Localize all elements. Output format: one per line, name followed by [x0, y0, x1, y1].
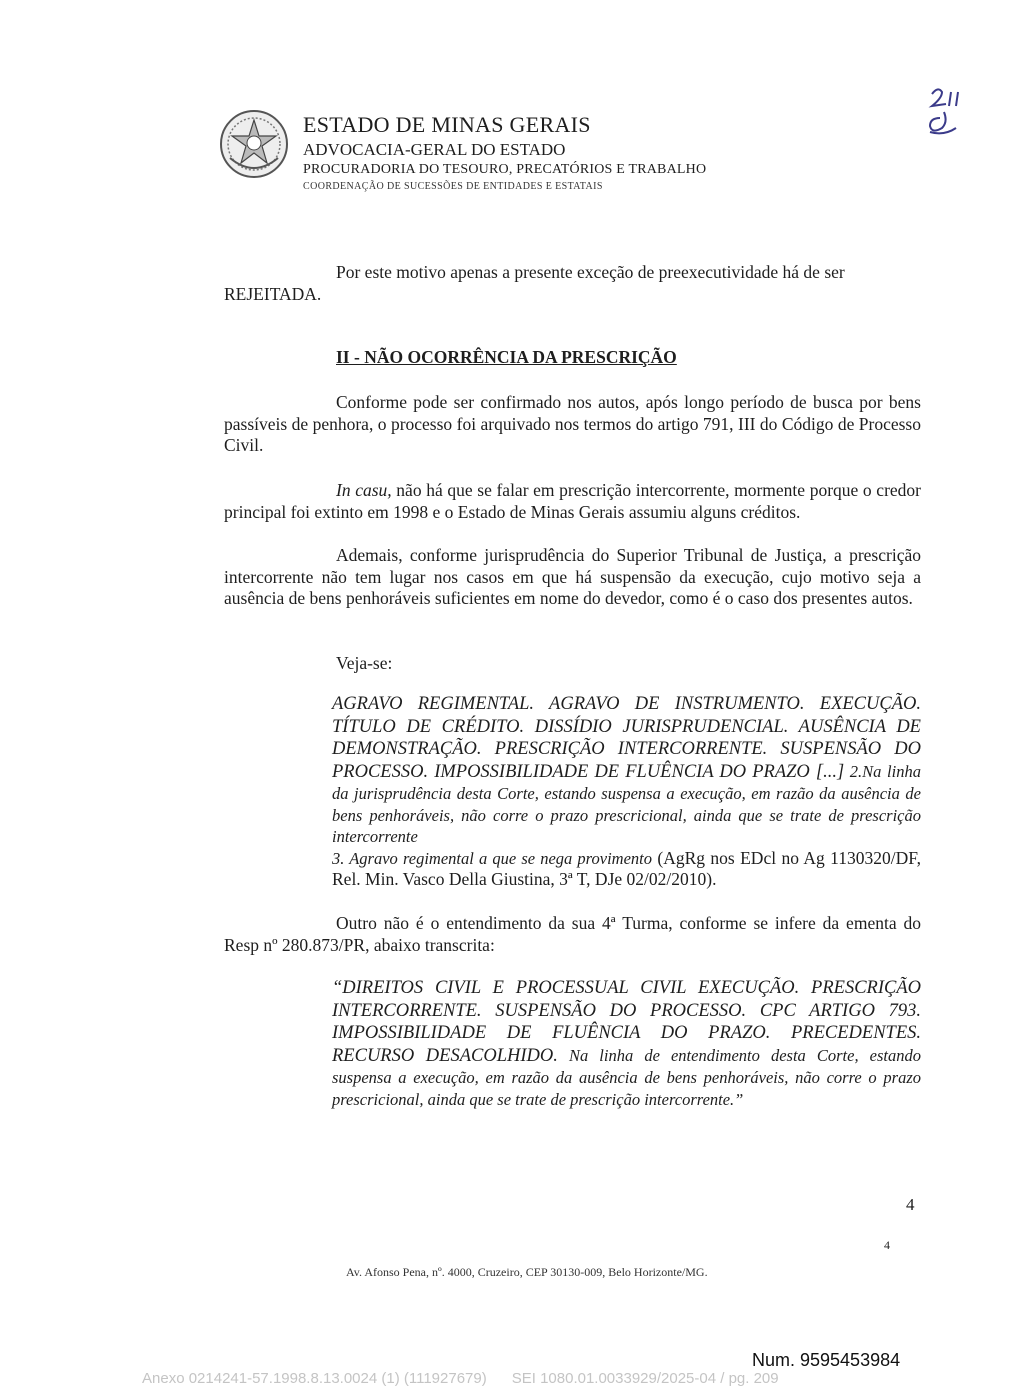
quote-resp: “DIREITOS CIVIL E PROCESSUAL CIVIL EXECUÇÃO. PRESCRIÇÃO INTERCORRENTE. SUSPENSÃO DO PROCESSO. CPC ARTIGO 793. IMPOSSIBILIDADE DE FLUÊNCIA DO PRAZO. PRECEDENTES. RECURSO DESACOLHIDO. Na linha de entendimento desta Corte, estando suspensa a execução, em razão da ausência de bens penhoráveis, não corre o prazo prescricional, ainda que se trate de prescrição intercorrente.”	[332, 978, 921, 1109]
footer-metadata: Anexo 0214241-57.1998.8.13.0024 (1) (111927679) SEI 1080.01.0033929/2025-04 / pg. 209	[142, 1370, 779, 1387]
paragraph-rejeitada: Por este motivo apenas a presente exceção de preexecutividade há de ser REJEITADA.	[224, 262, 845, 304]
coat-of-arms-seal-icon	[218, 108, 290, 180]
footer-address: Av. Afonso Pena, nº. 4000, Cruzeiro, CEP 30130-009, Belo Horizonte/MG.	[346, 1265, 708, 1279]
paragraph-quarta-turma: Outro não é o entendimento da sua 4ª Turma, conforme se infere da ementa do Resp nº 280.873/PR, abaixo transcrita:	[224, 913, 921, 955]
header-state: ESTADO DE MINAS GERAIS	[303, 112, 591, 137]
quote-agrg: AGRAVO REGIMENTAL. AGRAVO DE INSTRUMENTO. EXECUÇÃO. TÍTULO DE CRÉDITO. DISSÍDIO JURISPRUDENCIAL. AUSÊNCIA DE DEMONSTRAÇÃO. PRESCRIÇÃO INTERCORRENTE. SUSPENSÃO DO PROCESSO. IMPOSSIBILIDADE DE FLUÊNCIA DO PRAZO [...] 2.Na linha da jurisprudência desta Corte, estando suspensa a execução, em razão da ausência de bens penhoráveis, não corre o prazo prescricional, ainda que se trate de prescrição intercorrente 3. Agravo regimental a que se nega provimento (AgRg nos EDcl no Ag 1130320/DF, Rel. Min. Vasco Della Giustina, 3ª T, DJe 02/02/2010).	[332, 694, 921, 889]
paragraph-arquivamento: Conforme pode ser confirmado nos autos, após longo período de busca por bens passíveis de penhora, o processo foi arquivado nos termos do artigo 791, III do Código de Processo Civil.	[224, 392, 921, 455]
header-coordenacao: COORDENAÇÃO DE SUCESSÕES DE ENTIDADES E ESTATAIS	[303, 181, 603, 192]
document-number: Num. 9595453984	[752, 1350, 901, 1370]
page-number: 4	[906, 1195, 915, 1214]
section-title: II - NÃO OCORRÊNCIA DA PRESCRIÇÃO	[336, 347, 677, 367]
header-procuradoria: PROCURADORIA DO TESOURO, PRECATÓRIOS E TRABALHO	[303, 162, 707, 177]
paragraph-ademais: Ademais, conforme jurisprudência do Superior Tribunal de Justiça, a prescrição intercorrente não tem lugar nos casos em que há suspensão da execução, cujo motivo seja a ausência de bens penhoráveis suficientes em nome do devedor, como é o caso dos presentes autos.	[224, 545, 921, 608]
paragraph-in-casu: In casu, não há que se falar em prescrição intercorrente, mormente porque o credor principal foi extinto em 1998 e o Estado de Minas Gerais assumiu alguns créditos.	[224, 480, 921, 522]
header-agency: ADVOCACIA-GERAL DO ESTADO	[303, 140, 566, 159]
veja-se-label: Veja-se:	[336, 653, 393, 673]
page-number-small: 4	[884, 1238, 890, 1252]
in-casu-term: In casu,	[336, 480, 392, 500]
handwritten-page-number-icon	[920, 84, 976, 140]
